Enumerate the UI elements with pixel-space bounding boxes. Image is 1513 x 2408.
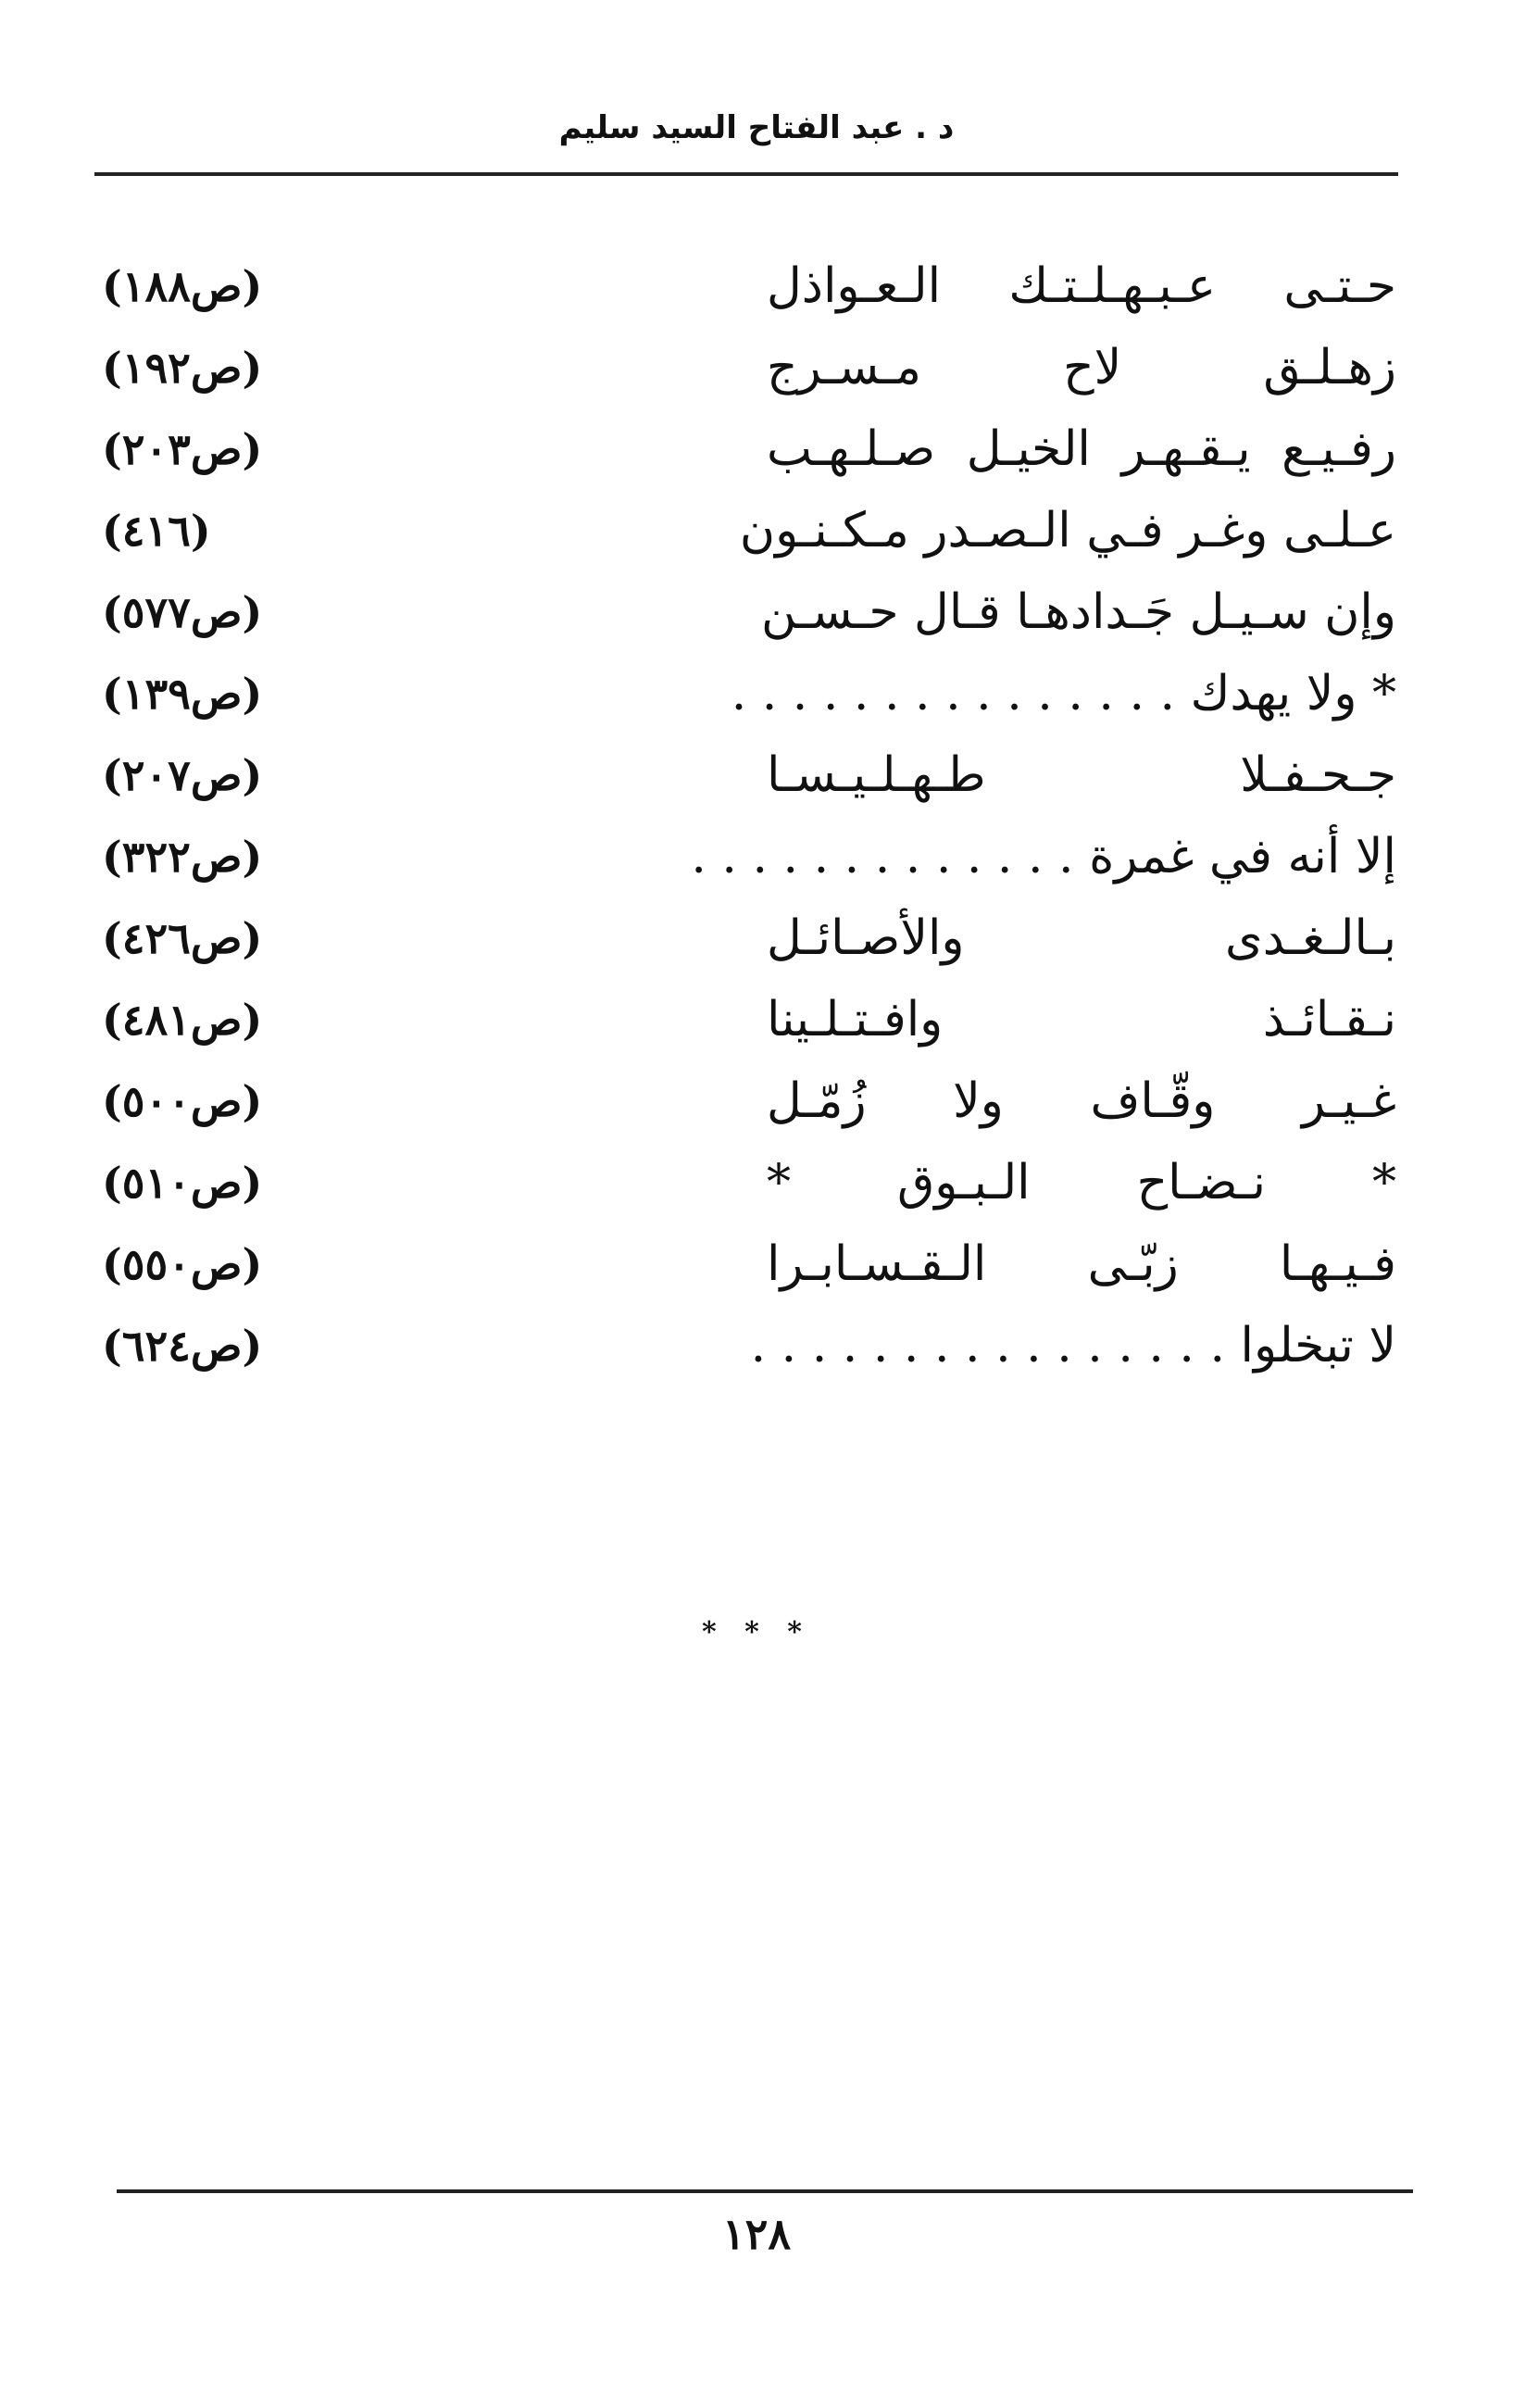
page-reference: (ص٤٢٦) [102,913,263,963]
verse-entry [0,571,1513,653]
verse-text: * ولا يهدك . . . . . . . . . . . . . . . [731,666,1396,721]
verse-entry [0,408,1513,490]
verse-text: غـيـر وقّـاف ولا زُمّـل [767,1073,1396,1129]
page-reference: (ص٥٥٠) [102,1239,263,1289]
verse-entry [0,816,1513,897]
verse-entry [0,245,1513,327]
running-header: د . عبد الفتاح السيد سليم [558,109,955,146]
page-reference: (ص٢٠٧) [102,750,263,800]
verse-text: لا تبخلوا . . . . . . . . . . . . . . . . [750,1318,1396,1373]
verse-list [0,245,1513,1449]
page-reference: (ص٥١٠) [102,1158,263,1208]
page-reference: (ص٢٠٣) [102,424,263,474]
verse-entry [0,1060,1513,1142]
verse-entry [0,1223,1513,1305]
verse-text: رفـيـع يـقـهـر الخيـل صـلـهـب [767,421,1396,477]
verse-text: * نـضـاح الـبـوق * [767,1155,1396,1210]
verse-entry [0,979,1513,1060]
verse-text: وإن سـيـل جَـدادهـا قـال حـسـن [760,584,1396,640]
page-reference: (ص١٣٩) [102,669,263,719]
page-reference: (ص١٨٨) [102,261,263,311]
verse-entry [0,327,1513,408]
verse-text: حـتـى عـبـهـلـتـك الـعـواذل [767,258,1396,314]
verse-text: إلا أنه في غمرة . . . . . . . . . . . . . [691,829,1396,884]
verse-entry [0,490,1513,571]
verse-text: عـلـى وغـر فـي الـصـدر مـكـنـون [739,503,1396,558]
verse-entry [0,653,1513,734]
page-number: ١٢٨ [721,2209,792,2259]
verse-entry [0,1142,1513,1223]
page-reference: (ص٣٢٢) [102,832,263,882]
verse-text: جـحـفـلا طـهـلـيـسـا [767,747,1396,803]
page-reference: (٤١٦) [102,506,211,556]
verse-entry [0,734,1513,816]
header-rule [94,172,1398,176]
verse-entry [0,1305,1513,1386]
verse-text: زهـلـق لاح مـسـرج [767,340,1396,395]
page-reference: (ص٥٧٧) [102,587,263,637]
page-reference: (ص٥٠٠) [102,1076,263,1126]
page-reference: (ص١٩٢) [102,343,263,393]
verse-text: نـقـائـذ وافـتـلـينا [767,992,1396,1047]
page-reference: (ص٤٨١) [102,995,263,1045]
page-reference: (ص٦٢٤) [102,1321,263,1371]
verse-text: فـيـهـا زبّـى الـقـسـابـرا [767,1236,1396,1292]
section-separator: * * * [702,1616,811,1649]
verse-text: بـالـغـدى والأصـائـل [767,910,1396,966]
verse-entry [0,897,1513,979]
footer-rule [117,2189,1413,2193]
